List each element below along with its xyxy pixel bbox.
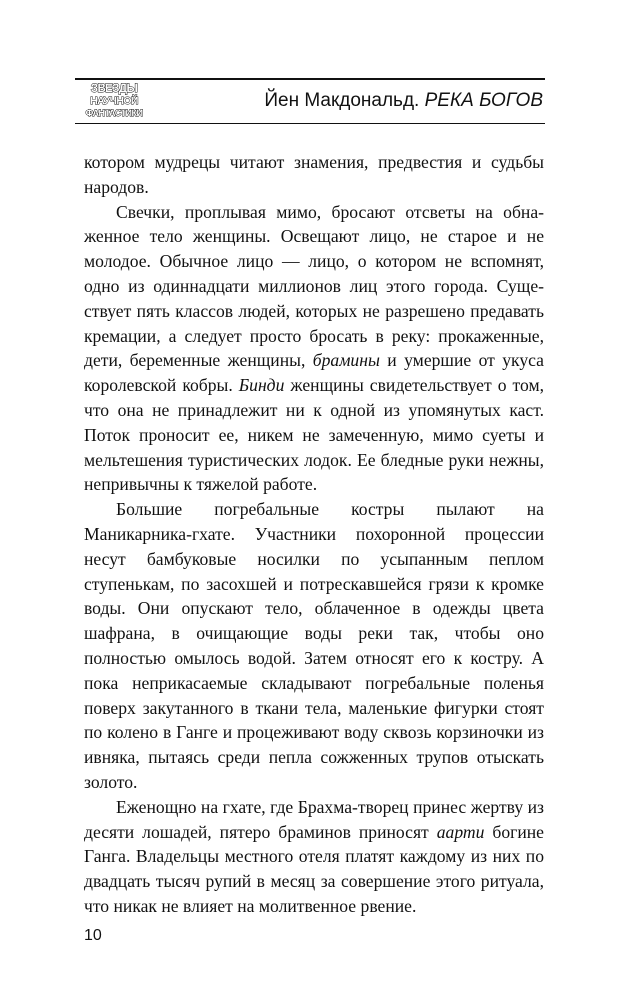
text-run: Свечки, проплывая мимо, бросают отсветы на обнаженное тело женщины. Освещают лицо, не старое и не молодое. Обычное лицо — лицо, о котором не вспомнят, одно из одиннадцати миллионов лиц этого города. Существует пять классов людей, которых не разрешено предавать кремации, а следует просто бросать в реку: прокаженные, дети, беременные женщины,	[84, 201, 544, 371]
body-text	[84, 150, 544, 919]
italic-term: Бинди	[238, 375, 285, 396]
header-bottom-rule	[75, 123, 545, 124]
logo-line-1: ЗВЕЗДЫ	[90, 83, 138, 95]
text-run: котором мудрецы читают знамения, предвестия и судьбы народов.	[84, 152, 544, 197]
header-title	[264, 90, 543, 112]
book-title: РЕКА БОГОВ	[424, 90, 543, 111]
series-logo	[79, 83, 149, 119]
italic-term: брамины	[312, 350, 380, 371]
author-name: Йен Макдональд.	[264, 90, 420, 111]
paragraph	[84, 497, 544, 795]
header-top-rule	[75, 78, 545, 80]
running-header	[75, 78, 545, 124]
text-run: Еженощно на гхате, где Брахма-творец принес жертву из десяти лошадей, пятеро браминов приносят	[84, 796, 544, 842]
text-run: Большие погребальные костры пылают на Маникарника-гхате. Участники похоронной процессии несут бамбуковые носилки по усыпанным пеплом ступенькам, по засохшей и потрескавшейся грязи к кромке воды. Они опускают тело, облаченное в одежды цвета шафрана, в очищающие воды реки так, чтобы оно полностью омылось водой. Затем относят его к костру. А пока неприкасаемые складывают погребальные поленья поверх закутанного в ткани тела, маленькие фигурки стоят по колено в Ганге и процеживают воду сквозь корзиночки из ивняка, пытаясь среди пепла сожженных трупов отыскать золото.	[84, 499, 544, 792]
page-number: 10	[84, 927, 102, 944]
paragraph	[84, 200, 544, 498]
paragraph	[84, 795, 544, 919]
paragraph	[84, 150, 544, 200]
text-run: богине Ганга. Владельцы местного отеля платят каждому из них по двадцать тысяч рупий в месяц за совершение этого ритуала, что никак не влияет на молитвенное рвение.	[84, 821, 544, 916]
text-run: и умершие от укуса королевской кобры.	[84, 350, 544, 396]
text-run: женщины свидетельствует о том, что она не принадлежит ни к одной из упомянутых каст. Поток проносит ее, никем не замеченную, мимо суеты и мельтешения туристических лодок. Ее бледные руки нежны, непривычны к тяжелой работе.	[84, 375, 544, 495]
italic-term: аарти	[436, 821, 485, 842]
logo-line-2: НАУЧНОЙ	[90, 95, 138, 107]
logo-line-3: ФАНТАСТИКИ	[85, 108, 143, 118]
